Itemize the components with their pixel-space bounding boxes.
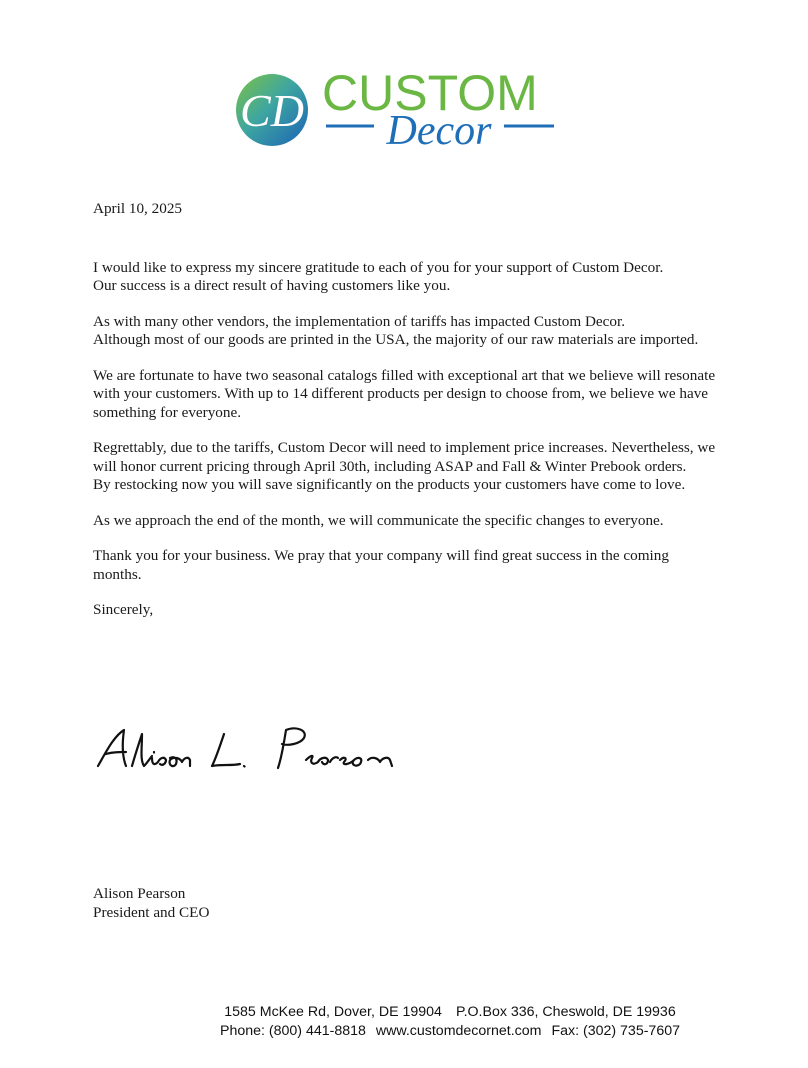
letter-body bbox=[93, 200, 733, 637]
logo-monogram: CD bbox=[240, 85, 304, 136]
paragraph-thanks: Thank you for your business. We pray that your company will find great success in the coming months. bbox=[93, 547, 669, 583]
custom-decor-logo bbox=[234, 64, 564, 156]
paragraph-gratitude: I would like to express my sincere gratitude to each of you for your support of Custom Decor. Our success is a direct result of having customers like you. bbox=[93, 258, 664, 294]
logo-brand-top: CUSTOM bbox=[322, 65, 538, 121]
letter-closing: Sincerely, bbox=[93, 601, 154, 618]
signer-name: Alison Pearson bbox=[93, 885, 186, 902]
paragraph-communication: As we approach the end of the month, we will communicate the specific changes to everyone. bbox=[93, 511, 664, 529]
footer-website[interactable]: www.customdecornet.com bbox=[375, 1023, 542, 1039]
footer-line-contact bbox=[150, 1022, 750, 1041]
paragraph-price-increase: Regrettably, due to the tariffs, Custom Decor will need to implement price increases. Nevertheless, we will honor current pricing through April 30th, including ASAP and Fall & Winter Prebook orders. By restocking now you will save significantly on the products your customers have come to love. bbox=[93, 439, 716, 493]
handwritten-signature bbox=[92, 722, 432, 780]
logo-brand-bottom: Decor bbox=[386, 108, 492, 154]
footer-fax: Fax: (302) 735-7607 bbox=[551, 1023, 680, 1039]
signer-block bbox=[93, 885, 209, 922]
footer-line-address bbox=[150, 1003, 750, 1022]
paragraph-catalogs: We are fortunate to have two seasonal catalogs filled with exceptional art that we believe will resonate with your customers. With up to 14 different products per design to choose from, we believe we have something for everyone. bbox=[93, 366, 716, 421]
footer-address: 1585 McKee Rd, Dover, DE 19904 bbox=[224, 1004, 442, 1020]
signer-title: President and CEO bbox=[93, 903, 210, 921]
letterhead-footer bbox=[150, 1003, 750, 1041]
footer-phone: Phone: (800) 441-8818 bbox=[220, 1023, 366, 1039]
letter-date: April 10, 2025 bbox=[93, 200, 183, 217]
paragraph-tariffs: As with many other vendors, the implementation of tariffs has impacted Custom Decor. Although most of our goods are printed in the USA, the majority of our raw materials are imported. bbox=[93, 312, 699, 348]
footer-po-box: P.O.Box 336, Cheswold, DE 19936 bbox=[455, 1004, 676, 1020]
